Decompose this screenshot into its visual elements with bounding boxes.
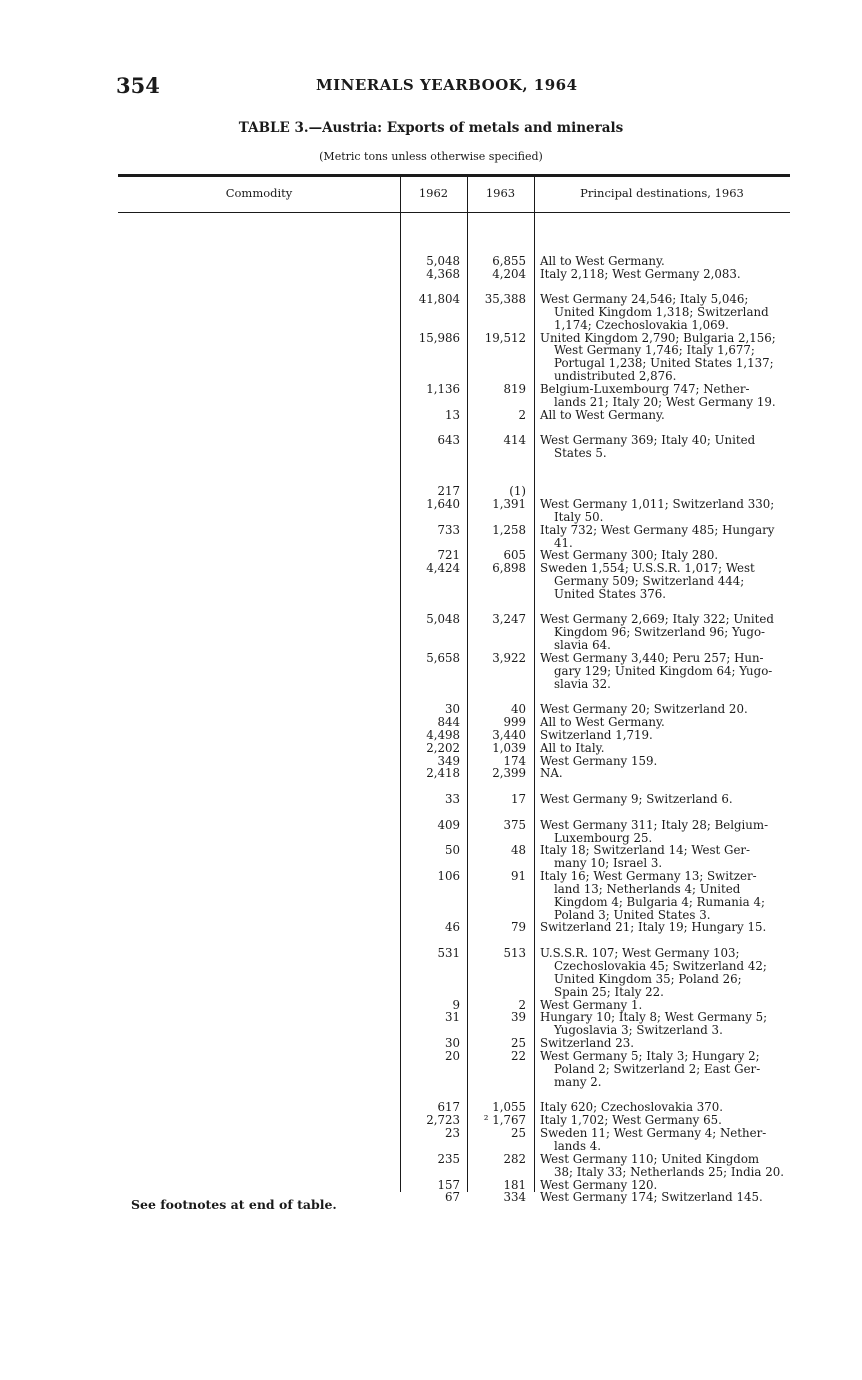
table-row (0, 1113, 862, 1127)
table-row (0, 664, 862, 678)
value-1962: 106 (437, 869, 460, 883)
table-row (0, 420, 862, 434)
value-1962: 30 (444, 1036, 460, 1050)
destination-cell: West Germany 20; Switzerland 20. (540, 702, 748, 716)
table-row (0, 484, 862, 498)
destination-cell: West Germany 9; Switzerland 6. (540, 792, 733, 806)
value-1962: 157 (437, 1178, 460, 1192)
value-1962: 13 (444, 408, 460, 422)
table-row (0, 228, 862, 242)
destination-cell: Italy 1,702; West Germany 65. (540, 1113, 722, 1127)
header-commodity: Commodity (225, 186, 293, 200)
table-row (0, 972, 862, 986)
value-1962: 643 (437, 433, 460, 447)
table-row (0, 920, 862, 934)
destination-cell: lands 21; Italy 20; West Germany 19. (554, 395, 776, 409)
destination-cell: West Germany 311; Italy 28; Belgium- (540, 818, 769, 832)
value-1963: 2 (518, 408, 526, 422)
destination-cell: Italy 16; West Germany 13; Switzer- (540, 869, 757, 883)
table-row (0, 882, 862, 896)
destination-cell: undistributed 2,876. (554, 369, 677, 383)
table-row (0, 1139, 862, 1153)
value-1963: 40 (510, 702, 526, 716)
destination-cell: Italy 18; Switzerland 14; West Ger- (540, 843, 751, 857)
destination-cell: West Germany 174; Switzerland 145. (540, 1190, 763, 1204)
table-row (0, 1152, 862, 1166)
destination-cell: Spain 25; Italy 22. (554, 985, 664, 999)
destination-cell: Switzerland 1,719. (540, 728, 653, 742)
table-row (0, 433, 862, 447)
value-1962: 733 (437, 523, 460, 537)
value-1963: 91 (510, 869, 526, 883)
table-row (0, 638, 862, 652)
value-1962: 30 (444, 702, 460, 716)
destination-cell: Switzerland 21; Italy 19; Hungary 15. (540, 920, 767, 934)
value-1962: 31 (444, 1010, 460, 1024)
value-1962: 2,723 (426, 1113, 460, 1127)
value-1963: 1,258 (492, 523, 526, 537)
table-row (0, 856, 862, 870)
destination-cell: States 5. (554, 446, 607, 460)
value-1963: 48 (510, 843, 526, 857)
table-row (0, 1023, 862, 1037)
destination-cell: United Kingdom 1,318; Switzerland (554, 305, 769, 319)
destination-cell: Sweden 1,554; U.S.S.R. 1,017; West (540, 561, 755, 575)
table-row (0, 523, 862, 537)
destination-cell: NA. (540, 766, 563, 780)
value-1963: 17 (510, 792, 526, 806)
destination-cell: Yugoslavia 3; Switzerland 3. (554, 1023, 723, 1037)
value-1963: 1,391 (492, 497, 526, 511)
table-row (0, 510, 862, 524)
destination-cell: All to West Germany. (540, 408, 665, 422)
value-1963: 375 (503, 818, 526, 832)
table-row (0, 1062, 862, 1076)
table-row (0, 869, 862, 883)
destination-cell: Italy 2,118; West Germany 2,083. (540, 267, 741, 281)
value-1963: 3,922 (492, 651, 526, 665)
table-row (0, 1049, 862, 1063)
value-1962: 9 (452, 998, 460, 1012)
destination-cell: West Germany 24,546; Italy 5,046; (540, 292, 749, 306)
destination-cell: West Germany 110; United Kingdom (540, 1152, 760, 1166)
value-1963: 39 (510, 1010, 526, 1024)
destination-cell: 41. (554, 536, 573, 550)
table-row (0, 587, 862, 601)
value-1962: 33 (444, 792, 460, 806)
value-1962: 4,368 (426, 267, 460, 281)
destination-cell: Italy 50. (554, 510, 604, 524)
value-1962: 67 (444, 1190, 460, 1204)
destination-cell: slavia 64. (554, 638, 611, 652)
value-1963: 1,039 (492, 741, 526, 755)
value-1962: 531 (437, 946, 460, 960)
value-1963: 605 (503, 548, 526, 562)
value-1962: 20 (444, 1049, 460, 1063)
destination-cell: U.S.S.R. 107; West Germany 103; (540, 946, 740, 960)
table-row (0, 318, 862, 332)
value-1962: 46 (444, 920, 460, 934)
table-top-rule (118, 174, 790, 177)
table-row (0, 959, 862, 973)
table-row (0, 446, 862, 460)
value-1962: 23 (444, 1126, 460, 1140)
header-destinations: Principal destinations, 1963 (580, 186, 744, 200)
value-1962: 1,136 (426, 382, 460, 396)
table-row (0, 1010, 862, 1024)
table-row (0, 728, 862, 742)
value-1963: 22 (510, 1049, 526, 1063)
table-row (0, 497, 862, 511)
destination-cell: West Germany 3,440; Peru 257; Hun- (540, 651, 764, 665)
table-row (0, 651, 862, 665)
table-row (0, 1100, 862, 1114)
table-row (0, 625, 862, 639)
value-1963: 3,440 (492, 728, 526, 742)
destination-cell: Italy 620; Czechoslovakia 370. (540, 1100, 723, 1114)
table-row (0, 305, 862, 319)
destination-cell: slavia 32. (554, 677, 611, 691)
destination-cell: All to Italy. (540, 741, 605, 755)
table-row (0, 946, 862, 960)
table-row (0, 548, 862, 562)
destination-cell: United Kingdom 35; Poland 26; (554, 972, 742, 986)
destination-cell: 38; Italy 33; Netherlands 25; India 20. (554, 1165, 784, 1179)
destination-cell: Kingdom 4; Bulgaria 4; Rumania 4; (554, 895, 765, 909)
destination-cell: West Germany 1,746; Italy 1,677; (554, 343, 755, 357)
destination-cell: West Germany 2,669; Italy 322; United (540, 612, 774, 626)
value-1962: 15,986 (418, 331, 460, 345)
destination-cell: Poland 2; Switzerland 2; East Ger- (554, 1062, 761, 1076)
value-1962: 4,424 (426, 561, 460, 575)
value-1962: 5,658 (426, 651, 460, 665)
value-1962: 5,048 (426, 254, 460, 268)
value-1963: 513 (503, 946, 526, 960)
footnote: See footnotes at end of table. (131, 1197, 337, 1212)
value-1962: 50 (444, 843, 460, 857)
table-row (0, 933, 862, 947)
header-1963: 1963 (485, 186, 516, 200)
destination-cell: West Germany 369; Italy 40; United (540, 433, 756, 447)
table-row (0, 715, 862, 729)
value-1962: 617 (437, 1100, 460, 1114)
destination-cell: All to West Germany. (540, 254, 665, 268)
destination-cell: Portugal 1,238; United States 1,137; (554, 356, 774, 370)
table-row (0, 561, 862, 575)
value-1962: 1,640 (426, 497, 460, 511)
destination-cell: Belgium-Luxembourg 747; Nether- (540, 382, 750, 396)
value-1962: 349 (437, 754, 460, 768)
table-row (0, 343, 862, 357)
value-1962: 721 (437, 548, 460, 562)
value-1963: 181 (503, 1178, 526, 1192)
value-1962: 844 (437, 715, 460, 729)
destination-cell: United States 376. (554, 587, 666, 601)
value-1962: 2,202 (426, 741, 460, 755)
table-row (0, 369, 862, 383)
table-row (0, 279, 862, 293)
value-1963: 3,247 (492, 612, 526, 626)
value-1963: 1,055 (492, 1100, 526, 1114)
table-row (0, 677, 862, 691)
destination-cell: Italy 732; West Germany 485; Hungary (540, 523, 775, 537)
table-row (0, 805, 862, 819)
table-row (0, 1036, 862, 1050)
value-1963: 334 (503, 1190, 526, 1204)
table-row (0, 985, 862, 999)
value-1962: 41,804 (418, 292, 460, 306)
destination-cell: Switzerland 23. (540, 1036, 634, 1050)
running-head: MINERALS YEARBOOK, 1964 (316, 76, 578, 94)
table-header-rule (118, 212, 790, 213)
table-row (0, 779, 862, 793)
table-row (0, 1075, 862, 1089)
table-row (0, 292, 862, 306)
table-row (0, 241, 862, 255)
value-1963: 2 (518, 998, 526, 1012)
value-1963: 414 (503, 433, 526, 447)
table-title: TABLE 3.—Austria: Exports of metals and minerals (238, 120, 624, 136)
destination-cell: Germany 509; Switzerland 444; (554, 574, 745, 588)
table-row (0, 792, 862, 806)
table-row (0, 1190, 862, 1204)
value-1963: 819 (503, 382, 526, 396)
table-subtitle: (Metric tons unless otherwise specified) (319, 150, 543, 163)
table-row (0, 741, 862, 755)
table-row (0, 702, 862, 716)
destination-cell: West Germany 120. (540, 1178, 658, 1192)
table-row (0, 1126, 862, 1140)
destination-cell: West Germany 1,011; Switzerland 330; (540, 497, 775, 511)
table-row (0, 254, 862, 268)
value-1962: 2,418 (426, 766, 460, 780)
value-1962: 217 (437, 484, 460, 498)
value-1962: 5,048 (426, 612, 460, 626)
value-1963: 35,388 (484, 292, 526, 306)
value-1963: 2,399 (492, 766, 526, 780)
destination-cell: Kingdom 96; Switzerland 96; Yugo- (554, 625, 766, 639)
table-row (0, 766, 862, 780)
value-1962: 4,498 (426, 728, 460, 742)
table-row (0, 1165, 862, 1179)
destination-cell: All to West Germany. (540, 715, 665, 729)
header-1962: 1962 (418, 186, 449, 200)
destination-cell: land 13; Netherlands 4; United (554, 882, 741, 896)
destination-cell: United Kingdom 2,790; Bulgaria 2,156; (540, 331, 776, 345)
table-row (0, 612, 862, 626)
table-row (0, 471, 862, 485)
value-1963: 25 (510, 1126, 526, 1140)
value-1963: 174 (503, 754, 526, 768)
destination-cell: West Germany 300; Italy 280. (540, 548, 719, 562)
table-row (0, 382, 862, 396)
destination-cell: West Germany 159. (540, 754, 658, 768)
destination-cell: Poland 3; United States 3. (554, 908, 711, 922)
value-1963: 999 (503, 715, 526, 729)
value-1963: 6,855 (492, 254, 526, 268)
value-1963: 19,512 (484, 331, 526, 345)
destination-cell: many 2. (554, 1075, 602, 1089)
destination-cell: 1,174; Czechoslovakia 1,069. (554, 318, 729, 332)
destination-cell: many 10; Israel 3. (554, 856, 663, 870)
destination-cell: West Germany 5; Italy 3; Hungary 2; (540, 1049, 760, 1063)
value-1963: ² 1,767 (483, 1113, 526, 1127)
value-1963: 25 (510, 1036, 526, 1050)
table-row (0, 574, 862, 588)
destination-cell: West Germany 1. (540, 998, 643, 1012)
table-row (0, 818, 862, 832)
destination-cell: lands 4. (554, 1139, 602, 1153)
destination-cell: gary 129; United Kingdom 64; Yugo- (554, 664, 773, 678)
table-row (0, 843, 862, 857)
value-1963: 282 (503, 1152, 526, 1166)
destination-cell: Luxembourg 25. (554, 831, 653, 845)
table-row (0, 356, 862, 370)
page-number: 354 (116, 73, 160, 98)
table-row (0, 395, 862, 409)
value-1963: 6,898 (492, 561, 526, 575)
table-row (0, 895, 862, 909)
value-1962: 409 (437, 818, 460, 832)
destination-cell: Czechoslovakia 45; Switzerland 42; (554, 959, 767, 973)
value-1963: 4,204 (492, 267, 526, 281)
value-1963: 79 (510, 920, 526, 934)
value-1962: 235 (437, 1152, 460, 1166)
destination-cell: Sweden 11; West Germany 4; Nether- (540, 1126, 767, 1140)
value-1963: (1) (509, 484, 526, 498)
destination-cell: Hungary 10; Italy 8; West Germany 5; (540, 1010, 768, 1024)
